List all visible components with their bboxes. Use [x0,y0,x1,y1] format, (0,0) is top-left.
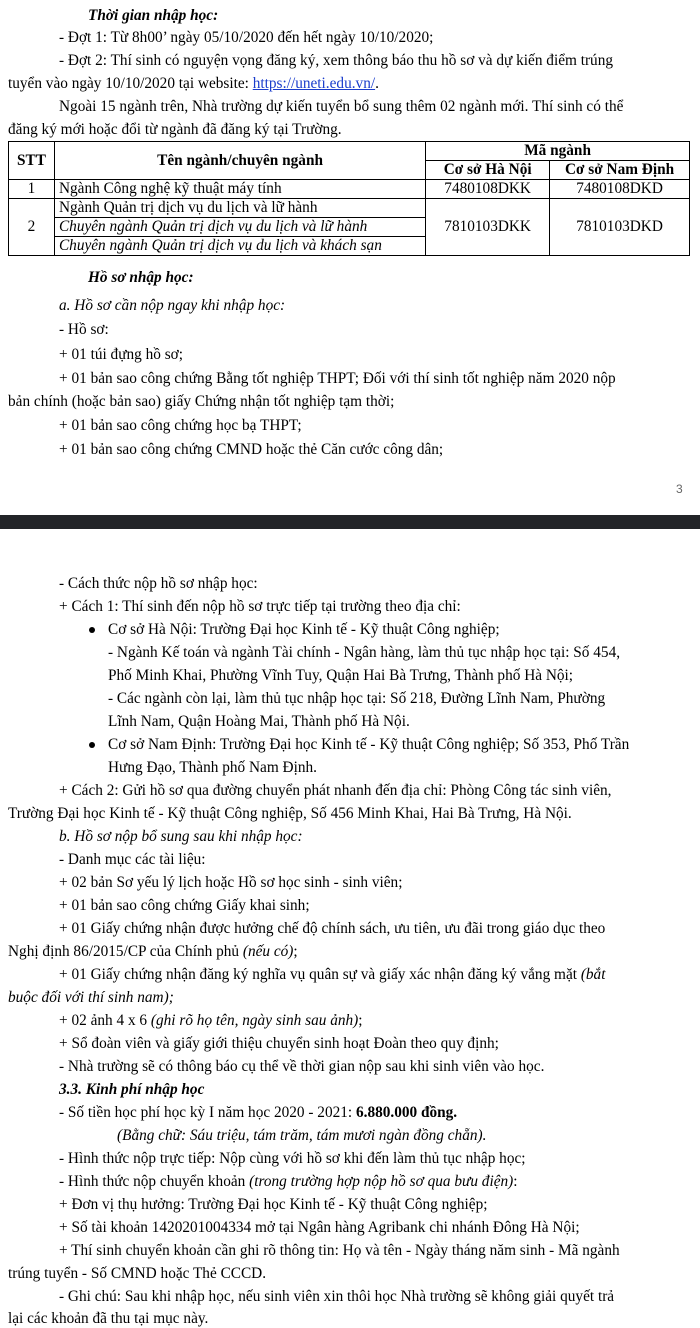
table-row [9,199,690,218]
payment-direct: - Hình thức nộp trực tiếp: Nộp cùng với hồ sơ khi đến làm thủ tục nhập học; [59,1150,526,1167]
beneficiary: + Đơn vị thụ hưởng: Trường Đại học Kinh tế - Kỹ thuật Công nghiệp; [59,1196,488,1213]
heading-admission-time: Thời gian nhập học: [88,7,219,24]
supp-note: - Nhà trường sẽ có thông báo cụ thể về thời gian nộp sau khi sinh viên vào học. [59,1058,545,1075]
website-link[interactable]: https://uneti.edu.vn/ [252,75,376,92]
extra-majors-line2: đăng ký mới hoặc đổi từ ngành đã đăng ký tại Trường. [8,121,342,138]
hanoi-other-line1: - Các ngành còn lại, làm thủ tục nhập học tại: Số 218, Đường Lĩnh Nam, Phường [108,690,606,707]
doc-item-3: + 01 bản sao công chứng học bạ THPT; [59,417,302,434]
hanoi-campus-text: Cơ sở Hà Nội: Trường Đại học Kinh tế - Kỹ thuật Công nghiệp; [108,621,500,638]
row1-stt: 1 [9,180,55,199]
refund-note-line1: - Ghi chú: Sau khi nhập học, nếu sinh viên xin thôi học Nhà trường sẽ không giải quyết trả [59,1288,615,1305]
row2-specialization-1: Chuyên ngành Quản trị dịch vụ du lịch và lữ hành [54,218,425,237]
majors-table [8,141,690,256]
page-separator [0,515,700,529]
bullet-icon [89,742,95,748]
table-row [9,180,690,199]
doc-item-4: + 01 bản sao công chứng CMND hoặc thẻ Căn cước công dân; [59,441,444,458]
row2-name: Ngành Quản trị dịch vụ du lịch và lữ hành [54,199,425,218]
hanoi-accounting-line1: - Ngành Kế toán và ngành Tài chính - Ngân hàng, làm thủ tục nhập học tại: Số 454, [108,644,621,661]
documents-label: - Hồ sơ: [59,321,109,338]
hanoi-other-line2: Lĩnh Nam, Quận Hoàng Mai, Thành phố Hà Nội. [108,713,410,730]
transfer-info-line2: trúng tuyển - Số CMND hoặc Thẻ CCCD. [8,1265,267,1282]
header-hanoi: Cơ sở Hà Nội [426,161,550,180]
doc-item-1: + 01 túi đựng hồ sơ; [59,346,184,363]
header-namdinh: Cơ sở Nam Định [550,161,690,180]
method-1-text: + Cách 1: Thí sinh đến nộp hồ sơ trực tiếp tại trường theo địa chỉ: [59,598,461,615]
supp-item-4-line1: + 01 Giấy chứng nhận đăng ký nghĩa vụ quân sự và giấy xác nhận đăng ký vắng mặt (bắt [59,966,606,983]
namdinh-campus-line2: Hưng Đạo, Thành phố Nam Định. [108,759,317,776]
account-number: + Số tài khoản 1420201004334 mở tại Ngân hàng Agribank chi nhánh Đông Hà Nội; [59,1219,580,1236]
supp-item-3-line1: + 01 Giấy chứng nhận được hưởng chế độ chính sách, ưu tiên, ưu đãi trong giáo dục theo [59,920,606,937]
transfer-info-line1: + Thí sinh chuyển khoản cần ghi rõ thông tin: Họ và tên - Ngày tháng năm sinh - Mã ngành [59,1242,620,1259]
header-stt: STT [9,142,55,180]
payment-transfer: - Hình thức nộp chuyển khoản (trong trường hợp nộp hồ sơ qua bưu điện): [59,1173,518,1190]
supp-item-2: + 01 bản sao công chứng Giấy khai sinh; [59,897,310,914]
submission-methods-label: - Cách thức nộp hồ sơ nhập học: [59,575,258,592]
row2-code-namdinh: 7810103DKD [550,199,690,256]
refund-note-line2: lại các khoản đã thu tại mục này. [8,1310,209,1327]
period-2-text-line1: - Đợt 2: Thí sinh có nguyện vọng đăng ký, xem thông báo thu hồ sơ và dự kiến điểm trúng [59,52,613,69]
tuition-in-words: (Bằng chữ: Sáu triệu, tám trăm, tám mươi ngàn đồng chẵn). [117,1127,487,1144]
supp-item-6: + Sổ đoàn viên và giấy giới thiệu chuyển sinh hoạt Đoàn theo quy định; [59,1035,499,1052]
heading-admission-documents: Hồ sơ nhập học: [88,269,194,286]
hanoi-accounting-line2: Phố Minh Khai, Phường Vĩnh Tuy, Quận Hai Bà Trưng, Thành phố Hà Nội; [108,667,574,684]
namdinh-campus-line1: Cơ sở Nam Định: Trường Đại học Kinh tế - Kỹ thuật Công nghiệp; Số 353, Phố Trần [108,736,630,753]
tuition-amount: - Số tiền học phí học kỳ I năm học 2020 - 2021: 6.880.000 đồng. [59,1104,458,1121]
doc-item-2-line1: + 01 bản sao công chứng Bằng tốt nghiệp THPT; Đối với thí sinh tốt nghiệp năm 2020 nộp [59,370,616,387]
supp-item-3-line2: Nghị định 86/2015/CP của Chính phủ (nếu có); [8,943,298,960]
section-b-heading: b. Hồ sơ nộp bổ sung sau khi nhập học: [59,828,303,845]
method-2-line2: Trường Đại học Kinh tế - Kỹ thuật Công nghiệp, Số 456 Minh Khai, Hai Bà Trưng, Hà Nội. [8,805,572,822]
table-header-row [9,142,690,161]
row1-code-namdinh: 7480108DKD [550,180,690,199]
supp-item-4-line2: buộc đối với thí sinh nam); [8,989,174,1006]
doc-item-2-line2: bản chính (hoặc bản sao) giấy Chứng nhận tốt nghiệp tạm thời; [8,393,395,410]
row2-specialization-2: Chuyên ngành Quản trị dịch vụ du lịch và khách sạn [54,237,425,256]
supp-item-5: + 02 ảnh 4 x 6 (ghi rõ họ tên, ngày sinh sau ảnh); [59,1012,363,1029]
row1-code-hanoi: 7480108DKK [426,180,550,199]
method-2-line1: + Cách 2: Gửi hồ sơ qua đường chuyển phát nhanh đến địa chỉ: Phòng Công tác sinh viên, [59,782,612,799]
section-a-heading: a. Hồ sơ cần nộp ngay khi nhập học: [59,297,286,314]
row2-code-hanoi: 7810103DKK [426,199,550,256]
document-page-4 [0,529,700,1327]
period-2-text-line2: tuyển vào ngày 10/10/2020 tại website: https://uneti.edu.vn/. [8,75,379,92]
bullet-icon [89,627,95,633]
supp-item-1: + 02 bản Sơ yếu lý lịch hoặc Hồ sơ học sinh - sinh viên; [59,874,403,891]
section-3-3-heading: 3.3. Kinh phí nhập học [59,1081,205,1098]
document-list-label: - Danh mục các tài liệu: [59,851,206,868]
document-page-3 [0,0,700,515]
period-1-text: - Đợt 1: Từ 8h00’ ngày 05/10/2020 đến hết ngày 10/10/2020; [59,29,434,46]
row2-stt: 2 [9,199,55,256]
header-major-name: Tên ngành/chuyên ngành [54,142,425,180]
extra-majors-line1: Ngoài 15 ngành trên, Nhà trường dự kiến tuyển bổ sung thêm 02 ngành mới. Thí sinh có thể [59,98,624,115]
row1-name: Ngành Công nghệ kỹ thuật máy tính [54,180,425,199]
header-major-code: Mã ngành [426,142,690,161]
page-number: 3 [676,482,683,496]
